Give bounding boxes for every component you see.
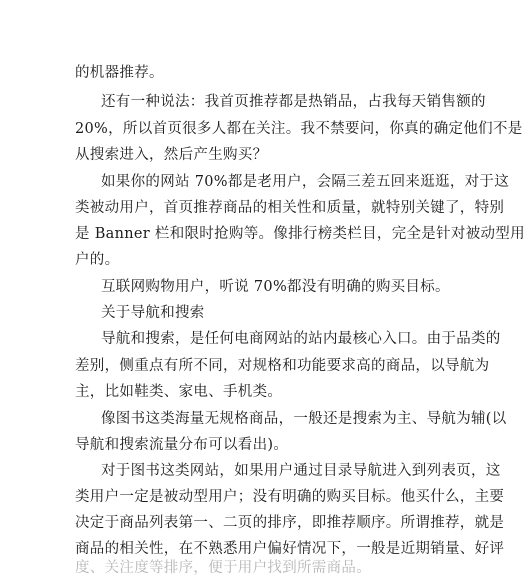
section-heading: 关于导航和搜索: [101, 305, 205, 321]
text-line: 主，比如鞋类、家电、手机类。: [75, 384, 283, 400]
text-line: 商品的相关性，在不熟悉用户偏好情况下，一般是近期销量、好评: [75, 541, 505, 557]
text-line: 类用户一定是被动型用户；没有明确的购买目标。他买什么，主要: [75, 489, 505, 505]
text-line: 是 Banner 栏和限时抢购等。像排行榜类栏目，完全是针对被动型用: [75, 226, 525, 242]
text-line: 导航和搜索，是任何电商网站的站内最核心入口。由于品类的: [101, 331, 501, 347]
text-line: 20%，所以首页很多人都在关注。我不禁要问，你真的确定他们不是: [75, 121, 523, 137]
text-line: 户的。: [75, 252, 120, 268]
text-line: 还有一种说法：我首页推荐都是热销品，占我每天销售额的: [101, 94, 486, 110]
text-line: 差别，侧重点有所不同，对规格和功能要求高的商品，以导航为: [75, 358, 490, 374]
text-line: 的机器推荐。: [75, 65, 164, 81]
text-line: 如果你的网站 70%都是老用户，会隔三差五回来逛逛，对于这: [101, 174, 510, 190]
text-line: 对于图书这类网站，如果用户通过目录导航进入到列表页，这: [101, 463, 501, 479]
text-line: 导航和搜索流量分布可以看出)。: [75, 437, 289, 453]
text-line: 从搜索进入，然后产生购买？: [75, 147, 268, 163]
text-line: 像图书这类海量无规格商品，一般还是搜索为主、导航为辅(以: [101, 411, 507, 427]
text-line: 类被动用户，首页推荐商品的相关性和质量，就特别关键了，特别: [75, 200, 505, 216]
text-line: 决定于商品列表第一、二页的排序，即推荐顺序。所谓推荐，就是: [75, 515, 505, 531]
text-line: 互联网购物用户，听说 70%都没有明确的购买目标。: [101, 279, 450, 295]
text-line-cutoff: 度、关注度等排序，便于用户找到所需商品。: [75, 560, 371, 576]
